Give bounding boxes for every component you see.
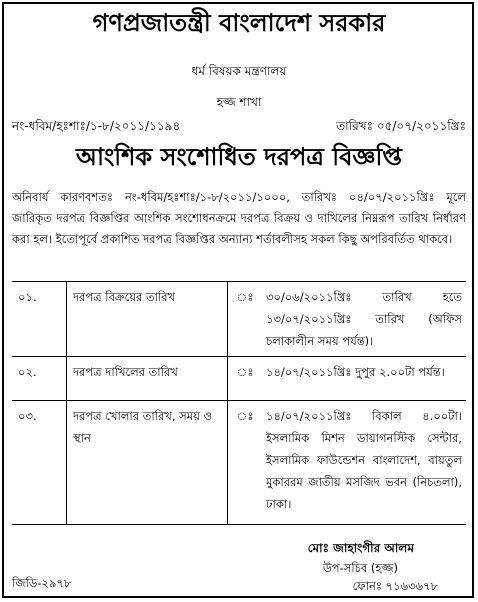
row-separator: ঃ — [228, 357, 261, 401]
row-number: ০২. — [12, 357, 67, 401]
row-value: ৩০/০৬/২০১১খ্রিঃ তারিখ হতে ১৩/০৭/২০১১খ্রিঃ তারিখ (অফিস চলাকালীন সময় পর্যন্ত)। — [260, 282, 466, 357]
row-number: ০১. — [12, 282, 67, 357]
branch-name: হজ্জ শাখা — [216, 95, 262, 109]
memo-number: নং-ধবিম/হঃশাঃ/১-৮/২০১১/১১৯৪ — [12, 119, 181, 133]
notice-body: অনিবার্য কারণবশতঃ নং-ধবিম/হঃশাঃ/১-৮/২০১১/১০০০, তারিখঃ ০৪/০৭/২০১১খ্রিঃ মূলে জারিকৃত দরপত্র বিজ্ঞপ্তির আংশিক সংশোধনক্রমে দরপত্র বিক্রয় ও দাখিলের নিম্নরূপ তারিখ নির্ধারণ করা হল। ইতোপূর্বে প্রকাশিত দরপত্র বিজ্ঞপ্তির অন্যান্য শর্তাবলীসহ সকল কিছু অপরিবর্তিত থাকবে। — [12, 190, 466, 246]
signer-phone: ফোনঃ ৭১৬৩৬৭৮ — [352, 579, 438, 593]
notice-headline: আংশিক সংশোধিত দরপত্র বিজ্ঞপ্তি — [75, 143, 403, 171]
row-separator: ঃ — [228, 282, 261, 357]
row-item: দরপত্র বিক্রয়ের তারিখ — [67, 282, 228, 357]
row-value: ১৪/০৭/২০১১খ্রিঃ বিকাল ৪.০০টা। ইসলামিক মিশন ডায়াগনস্টিক সেন্টার, ইসলামিক ফাউন্ডেশন বাংলাদেশ, বায়তুল মুকাররম জাতীয় মসজিদ ভবন (নিচতলা), ঢাকা। — [260, 401, 466, 525]
table-row — [12, 282, 466, 357]
row-separator: ঃ — [228, 401, 261, 525]
notice-date: তারিখঃ ০৫/০৭/২০১১খ্রিঃ — [336, 119, 466, 133]
dg-number: জিডি-২৯৭৮ — [12, 576, 72, 590]
government-title: গণপ্রজাতন্ত্রী বাংলাদেশ সরকার — [92, 9, 386, 37]
row-number: ০৩. — [12, 401, 67, 525]
ministry-name: ধর্ম বিষয়ক মন্ত্রণালয় — [191, 64, 287, 78]
row-item: দরপত্র খোলার তারিখ, সময় ও স্থান — [67, 401, 228, 525]
row-value: ১৪/০৭/২০১১খ্রিঃ দুপুর ২.০০টা পর্যন্ত। — [260, 357, 466, 401]
table-row — [12, 401, 466, 525]
table-row — [12, 357, 466, 401]
tender-schedule-table — [12, 281, 466, 525]
signer-name: মোঃ জাহাংগীর আলম — [307, 541, 414, 555]
signer-designation: উপ-সচিব (হজ্জ) — [322, 561, 398, 575]
row-item: দরপত্র দাখিলের তারিখ — [67, 357, 228, 401]
